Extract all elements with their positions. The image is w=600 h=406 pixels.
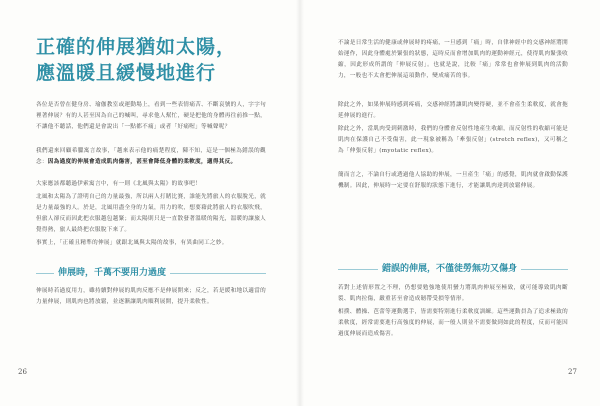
left-section-heading-text: 伸展時，千萬不要用力過度 <box>54 266 170 280</box>
left-paragraph-2 <box>36 146 266 168</box>
left-paragraph-2-emphasis: 因為過度的伸展會造成肌肉傷害，甚至會降低身體的柔軟度，適得其反。 <box>47 159 237 165</box>
chapter-title-line-2: 應溫暖且緩慢地進行 <box>36 62 217 84</box>
right-section-heading <box>338 262 568 276</box>
page-number-right: 27 <box>568 368 577 376</box>
right-paragraph-5: 若對上述情形置之不理，仍想要勉強地使用蠻力將肌肉伸展至極致，就可能導致肌肉斷裂、肌肉拉傷，嚴重甚至會造成韌帶受損等情形。 <box>338 285 568 302</box>
left-paragraph-6: 伸展時若過度用力，雖持續對伸展的肌肉反應不是伸展開來；反之，若是緩和地以適當的力量伸展，則肌肉也將放鬆，並逐漸讓肌肉順利展開，提升柔軟性。 <box>36 288 266 305</box>
right-paragraph-3: 除此之外，當肌肉受到刺激時，我們的身體會反射性地產生收縮，而反射性的收縮可能是肌肉在保護自己不受傷害，此一現象被稱為「牽張反射」(stretch reflex)，又可稱之為「伸張反射」(myotatic reflex)。 <box>338 126 568 154</box>
chapter-title <box>36 34 236 86</box>
left-paragraph-3: 大家應該都聽過伊索寓言中，有一則《北風與太陽》的故事吧！ <box>36 181 202 187</box>
left-section-heading <box>36 266 266 280</box>
right-section-heading-text: 錯誤的伸展，不僅徒勞無功又傷身 <box>378 262 521 276</box>
left-paragraph-4: 北風和太陽為了證明自己的力量最強，所以兩人打賭比賽，誰能先將旅人的衣服脫光，就是力量最強的人。於是，北風用盡全身的力氣，用力的吹，想要藉此將旅人的衣服吹飛，但旅人卻反而因此把衣服越包越緊；而太陽則只是一直散發著溫暖的陽光，溫暖的讓旅人覺得熱，旅人最終把衣服脫下來了。 <box>36 194 266 233</box>
right-paragraph-4: 簡而言之，不論自行或透過他人協助的伸展，一旦產生「痛」的感覺，肌肉就會啟動保護機制。因此，伸展時一定要在舒服的狀態下進行，才能讓肌肉達到放鬆伸展。 <box>338 172 568 189</box>
right-paragraph-1: 不論是日常生活的健康或伸展時的疼痛，一旦感到「痛」時，自律神經中的交感神經將開始運作，因此身體處於緊張的狀態，這時反而會增加肌肉的運動神經元，使得肌肉緊張收縮，因此形成所謂的「伸展反射」。也就是說，比較「痛」常常也會伸展到肌肉的活動力，一般也不太會把伸展這項動作，變成痛苦的事。 <box>338 40 568 79</box>
right-page <box>300 0 600 406</box>
page-number-left: 26 <box>18 368 27 376</box>
chapter-title-line-1: 正確的伸展猶如太陽， <box>36 36 237 58</box>
left-paragraph-2-text: 我們還來回顧希臘寓言故事，「越來表示他的痛楚程度，陳不知，這是一個極為錯誤的觀念： <box>36 148 266 165</box>
right-paragraph-2: 除此之外，如果伸展時感到疼痛，交感神經將讓肌肉變得硬，並不會產生柔軟度，就會拖延伸展的進行。 <box>338 102 568 119</box>
left-paragraph-1: 各位是否曾在健身房、瑜伽教室或運動場上，看到一些表情痛苦、不斷哀號的人，字字句裡著伸展？有的人甚至因為自己的喊叫，尋求他人幫忙，硬是把他的身體再往前推一點，不讓他不聽話，他們還是會說出「一點都不痛」或者「好痛喔」等喊聲呢？ <box>36 102 266 130</box>
right-paragraph-6: 相撲、體操、芭蕾等運動選手，皆需要特別進行柔軟度訓練。這些運動員為了追求極致的柔軟度，經常需要進行高強度的伸展，而一般人則並不需要做到如此的程度，反而可能因過度伸展而造成傷害。 <box>338 309 568 337</box>
left-paragraph-5: 事實上，「正確且精準的伸展」就跟北風與太陽的故事，有異曲同工之妙。 <box>36 240 228 246</box>
